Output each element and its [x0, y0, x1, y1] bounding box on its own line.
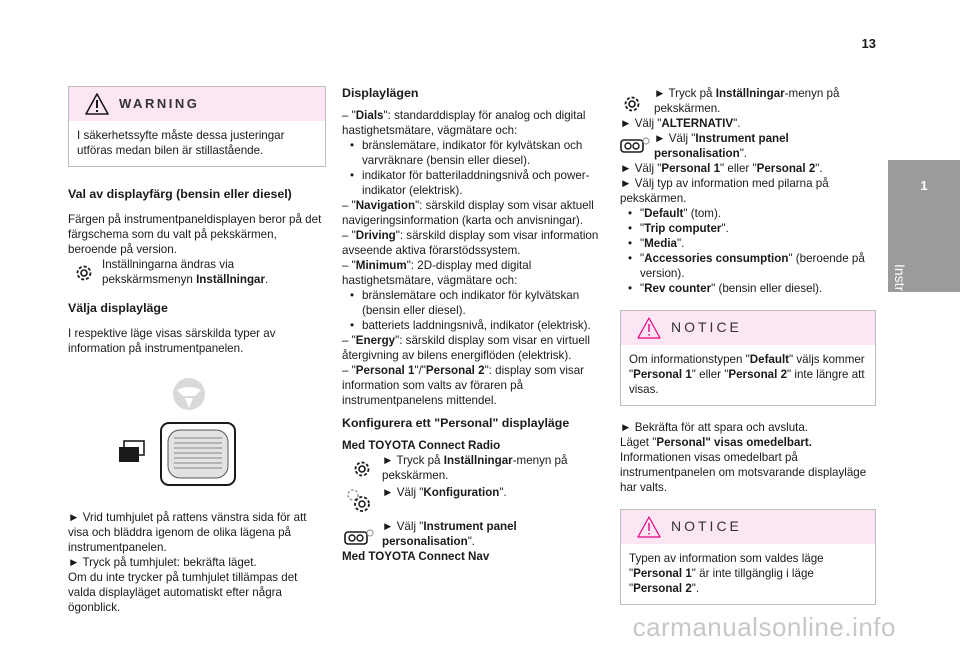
- warning-box: [68, 86, 326, 167]
- warning-title: WARNING: [119, 96, 200, 111]
- heading-display-modes: Displaylägen: [342, 86, 419, 100]
- heading-configure: Konfigurera ett "Personal" displayläge: [342, 416, 570, 430]
- thumbwheel-icon: [160, 422, 236, 486]
- display-mode-icon: [118, 440, 146, 464]
- instrument-panel-icon: [344, 529, 374, 545]
- list-item: • batteriets laddningsnivå, indikator (elektrisk).: [350, 318, 604, 333]
- paragraph-select: I respektive läge visas särskilda typer av information på instrumentpanelen.: [68, 327, 276, 355]
- mode-shown: Läget "Personal" visas omedelbart.: [620, 436, 812, 449]
- radio-step-2: ► Välj "Konfiguration".: [342, 485, 604, 519]
- chapter-tab[interactable]: [888, 160, 960, 331]
- gear-icon: [74, 263, 94, 283]
- mode-navigation: – "Navigation": särskild display som visar aktuell navigeringsinformation (karta och anvisningar).: [342, 199, 594, 227]
- notice-box-2: [620, 509, 876, 605]
- heading-select-mode: Välja displayläge: [68, 301, 168, 315]
- radio-heading: Med TOYOTA Connect Radio: [342, 439, 501, 452]
- chapter-number: 1: [920, 178, 928, 193]
- watermark: carmanualsonline.info: [632, 612, 896, 642]
- column-3: [620, 86, 876, 605]
- gear-icon: [352, 459, 372, 479]
- notice-title: NOTICE: [671, 319, 742, 335]
- list-item: • "Media".: [628, 236, 876, 251]
- notice-triangle-icon: [637, 317, 661, 339]
- confirm-step: ► Bekräfta för att spara och avsluta.: [620, 421, 809, 434]
- dials-list: [342, 138, 604, 198]
- notice-title: NOTICE: [671, 518, 742, 534]
- mode-driving: – "Driving": särskild display som visar information avseende aktiva förarstödssystem.: [342, 229, 599, 257]
- step-press: ► Tryck på tumhjulet: bekräfta läget.: [68, 556, 257, 569]
- notice-triangle-icon: [637, 516, 661, 538]
- list-item: • bränslemätare, indikator för kylvätskan och varvräknare (bensin eller diesel).: [350, 138, 604, 168]
- column-2: [342, 86, 604, 564]
- notice-text: Typen av information som valdes läge "Personal 1" är inte tillgänglig i läge "Personal 2".: [629, 552, 824, 595]
- nav-step-3: ► Välj "Instrument panel personalisation".: [620, 131, 876, 161]
- nav-step-4: ► Välj "Personal 1" eller "Personal 2".: [620, 162, 823, 175]
- info-type-list: [620, 206, 876, 296]
- list-item: • "Default" (tom).: [628, 206, 876, 221]
- nav-step-1: ► Tryck på Inställningar-menyn på pekskärmen.: [620, 86, 876, 116]
- steering-illustration: [68, 362, 326, 510]
- mode-minimum: – "Minimum": 2D-display med digital hastighetsmätare, vägmätare och:: [342, 259, 532, 287]
- list-item: • "Accessories consumption" (beroende på version).: [628, 251, 876, 281]
- paragraph-auto: Om du inte trycker på tumhjulet tillämpas det valda displayläget automatiskt efter några ögonblick.: [68, 571, 298, 614]
- paragraph-color: Färgen på instrumentpaneldisplayen beror på det färgschema som du valt på pekskärmen, beroende på version.: [68, 213, 322, 256]
- radio-step-3: ► Välj "Instrument panel personalisation".: [342, 519, 604, 549]
- configuration-gears-icon: [344, 487, 374, 515]
- radio-step-1: ► Tryck på Inställningar-menyn på pekskärmen.: [342, 453, 604, 483]
- page-number: 13: [861, 36, 876, 51]
- list-item: • indikator för batteriladdningsnivå och power-indikator (elektrisk).: [350, 168, 604, 198]
- column-1: [68, 86, 326, 615]
- nav-heading: Med TOYOTA Connect Nav: [342, 550, 490, 563]
- notice-text: Om informationstypen "Default" väljs kommer "Personal 1" eller "Personal 2" inte längre att visas.: [629, 353, 865, 396]
- mode-info: Informationen visas omedelbart på instrumentpanelen om motsvarande displayläge har valts.: [620, 451, 867, 494]
- notice-box-1: [620, 310, 876, 406]
- mode-energy: – "Energy": särskild display som visar en virtuell återgivning av bilens energiflöden (elektrisk).: [342, 334, 590, 362]
- mode-personal: – "Personal 1"/"Personal 2": display som visar information som valts av föraren på instrumentpanelens mittendel.: [342, 364, 585, 407]
- minimum-list: [342, 288, 604, 333]
- list-item: • bränslemätare och indikator för kylvätskan (bensin eller diesel).: [350, 288, 604, 318]
- step-wheel: ► Vrid tumhjulet på rattens vänstra sida för att visa och bläddra igenom de olika lägena på instrumentpanelen.: [68, 511, 307, 554]
- chapter-label: Instrument: [892, 264, 908, 331]
- heading-display-color: Val av displayfärg (bensin eller diesel): [68, 187, 292, 201]
- list-item: • "Rev counter" (bensin eller diesel).: [628, 281, 876, 296]
- warning-triangle-icon: [85, 93, 109, 115]
- instrument-panel-icon: [620, 137, 650, 153]
- list-item: • "Trip computer".: [628, 221, 876, 236]
- mode-dials: – "Dials": standarddisplay för analog och digital hastighetsmätare, vägmätare och:: [342, 109, 586, 137]
- gear-icon: [622, 94, 642, 114]
- nav-step-5: ► Välj typ av information med pilarna på pekskärmen.: [620, 177, 829, 205]
- settings-note: Inställningarna ändras via pekskärmsmenyn Inställningar.: [68, 257, 326, 287]
- steering-wheel-icon: [171, 376, 207, 412]
- warning-text: I säkerhetssyfte måste dessa justeringar utföras medan bilen är stillastående.: [77, 129, 285, 157]
- nav-step-2: ► Välj "ALTERNATIV".: [620, 117, 741, 130]
